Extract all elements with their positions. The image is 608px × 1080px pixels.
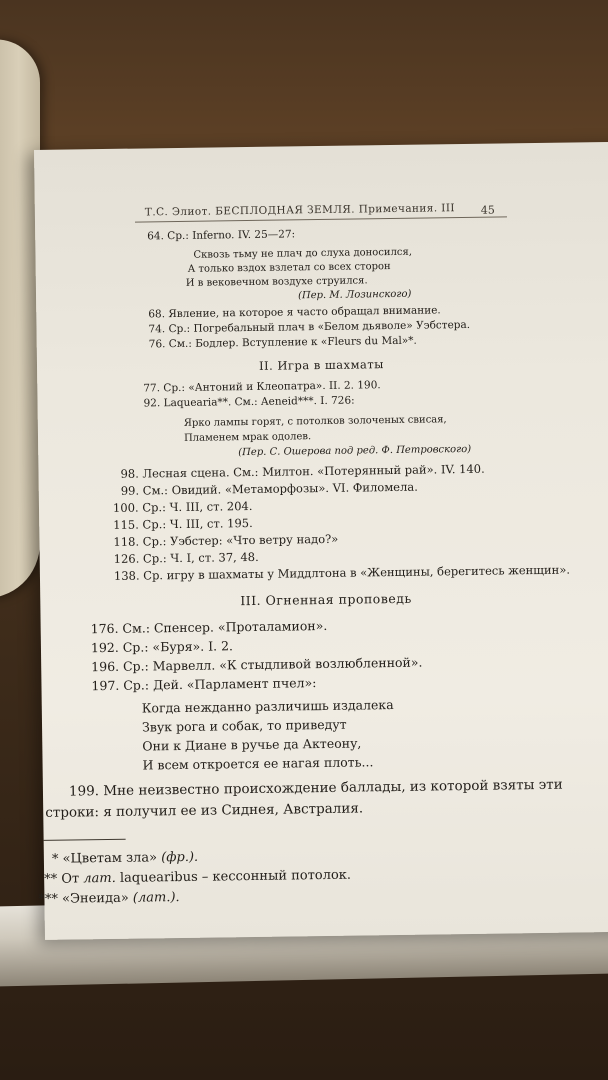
verse-line: Ярко лампы горят, с потолков золоченых свисая, (183, 414, 447, 429)
note-197: 197. Ср.: Дей. «Парламент пчел»: (91, 675, 317, 694)
note-64: 64. Ср.: Inferno. IV. 25—27: (147, 228, 296, 243)
footnote-3 (38, 890, 179, 907)
section-title-ii: II. Игра в шахматы (258, 357, 384, 373)
verse-line: А только вздох взлетал со всех сторон (187, 261, 391, 275)
footnote-rule (44, 839, 126, 841)
note-99: 99. См.: Овидий. «Метаморфозы». VI. Филомела. (120, 479, 418, 498)
note-126: 126. Ср.: Ч. I, ст. 37, 48. (113, 549, 259, 566)
verse-line: Сквозь тьму не плач до слуха доносился, (193, 246, 413, 261)
verse-line: Когда нежданно различишь издалека (141, 697, 394, 716)
verse-line: Они к Диане в ручье да Актеону, (142, 735, 362, 754)
footnote-text: laquearibus – кессонный потолок. (119, 867, 352, 886)
note-76: 76. См.: Бодлер. Вступление к «Fleurs du Mal»*. (148, 334, 417, 351)
footnote-mark: * (51, 851, 59, 867)
footnote-prefix: От (61, 871, 80, 887)
verse-line: И всем откроется ее нагая плоть... (142, 754, 374, 773)
verse-line: Звук рога и собак, то приведут (141, 716, 347, 735)
note-92: 92. Laquearia**. См.: Aeneid***. I. 726: (143, 394, 355, 410)
note-118: 118. Ср.: Уэбстер: «Что ветру надо?» (113, 531, 339, 549)
note-199-cont: строки: я получил ее из Сиднея, Австралия. (45, 800, 364, 821)
note-74: 74. Ср.: Погребальный плач в «Белом дьяволе» Уэбстера. (148, 318, 471, 336)
note-115: 115. Ср.: Ч. III, ст. 195. (113, 515, 253, 532)
footnote-text: «Цветам зла» (62, 850, 158, 867)
footnote-lang: (фр.). (161, 849, 199, 866)
verse-line: И в вековечном воздухе струился. (185, 275, 368, 289)
translator-credit: (Пер. М. Лозинского) (297, 288, 412, 302)
footnote-2 (44, 868, 351, 887)
facing-page-edge (0, 38, 40, 603)
book-page (34, 142, 608, 940)
page-number: 45 (480, 203, 495, 217)
footnote-1 (52, 850, 198, 867)
note-196: 196. Ср.: Марвелл. «К стыдливой возлюбленной». (91, 654, 423, 675)
note-138: 138. Ср. игру в шахматы у Миддлтона в «Женщины, берегитесь женщин». (113, 562, 571, 583)
footnote-mark: *** (38, 891, 59, 908)
footnote-mark: ** (44, 871, 58, 887)
note-68: 68. Явление, на которое я часто обращал внимание. (148, 304, 441, 321)
note-192: 192. Ср.: «Буря». I. 2. (90, 638, 234, 656)
section-title-iii: III. Огненная проповедь (240, 590, 412, 609)
footnote-lang: лат. (83, 870, 116, 887)
note-98: 98. Лесная сцена. См.: Милтон. «Потерянный рай». IV. 140. (120, 461, 485, 481)
footnote-lang: (лат.). (132, 890, 180, 906)
note-199: 199. Мне неизвестно происхождение баллады, из которой взяты эти (68, 776, 563, 800)
note-100: 100. Ср.: Ч. III, ст. 204. (112, 498, 253, 515)
verse-line: Пламенем мрак одолев. (183, 431, 312, 444)
footnote-text: «Энеида» (61, 890, 129, 907)
running-head: Т.С. Элиот. БЕСПЛОДНАЯ ЗЕМЛЯ. Примечания. III (144, 202, 455, 219)
translator-credit: (Пер. С. Ошерова под ред. Ф. Петровского) (238, 443, 472, 459)
note-77: 77. Ср.: «Антоний и Клеопатра». II. 2. 190. (143, 379, 381, 395)
note-176: 176. См.: Спенсер. «Проталамион». (90, 617, 328, 637)
